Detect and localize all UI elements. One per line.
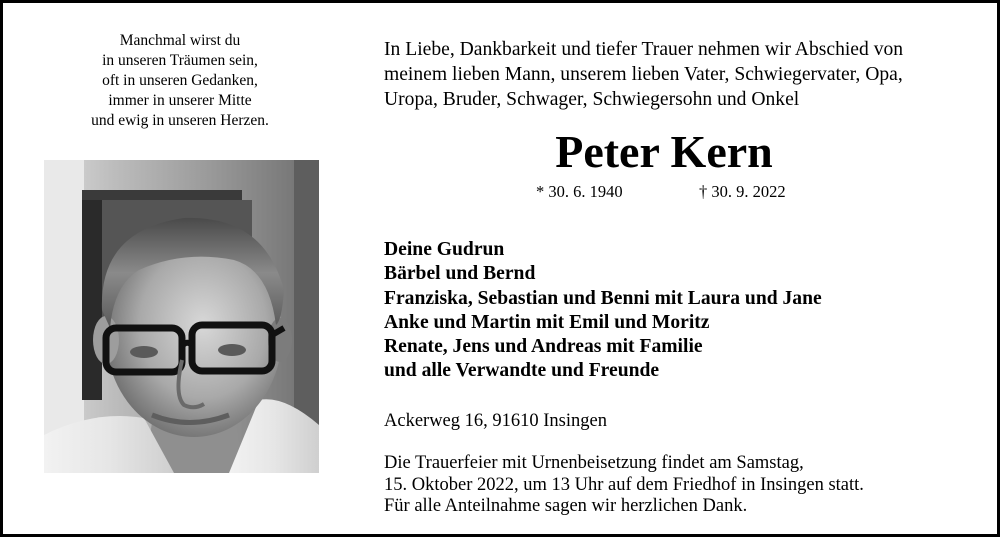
- mourner-line: und alle Verwandte und Freunde: [384, 360, 660, 382]
- poem-line: oft in unseren Gedanken,: [102, 72, 258, 89]
- service-line: 15. Oktober 2022, um 13 Uhr auf dem Friedhof in Insingen statt.: [384, 474, 864, 495]
- mourner-line: Deine Gudrun: [384, 239, 505, 260]
- funeral-service-info: [384, 453, 984, 518]
- death-date: † 30. 9. 2022: [699, 182, 786, 201]
- poem-line: immer in unserer Mitte: [108, 92, 252, 109]
- memorial-poem: [63, 31, 297, 131]
- intro-line: Uropa, Bruder, Schwager, Schwiegersohn und Onkel: [384, 89, 800, 110]
- intro-line: In Liebe, Dankbarkeit und tiefer Trauer nehmen wir Abschied von: [384, 39, 904, 60]
- poem-line: Manchmal wirst du: [119, 32, 241, 49]
- mourner-line: Renate, Jens und Andreas mit Familie: [384, 336, 703, 358]
- life-dates: [536, 181, 836, 205]
- intro-line: meinem lieben Mann, unserem lieben Vater, Schwiegervater, Opa,: [384, 64, 903, 85]
- mourner-line: Anke und Martin mit Emil und Moritz: [384, 311, 710, 333]
- service-line: Die Trauerfeier mit Urnenbeisetzung findet am Samstag,: [384, 453, 804, 473]
- service-line: Für alle Anteilnahme sagen wir herzlichen Dank.: [384, 496, 748, 517]
- mourners-list: [384, 238, 984, 384]
- mourner-line: Franziska, Sebastian und Benni mit Laura und Jane: [384, 287, 822, 309]
- birth-date: * 30. 6. 1940: [536, 182, 623, 201]
- poem-line: und ewig in unseren Herzen.: [91, 112, 269, 129]
- family-address: Ackerweg 16, 91610 Insingen: [384, 411, 607, 431]
- deceased-name: Peter Kern: [555, 126, 773, 177]
- mourner-line: Bärbel und Bernd: [384, 263, 536, 285]
- poem-line: in unseren Träumen sein,: [102, 52, 258, 69]
- intro-text: [384, 37, 984, 112]
- portrait-photo: [44, 160, 319, 473]
